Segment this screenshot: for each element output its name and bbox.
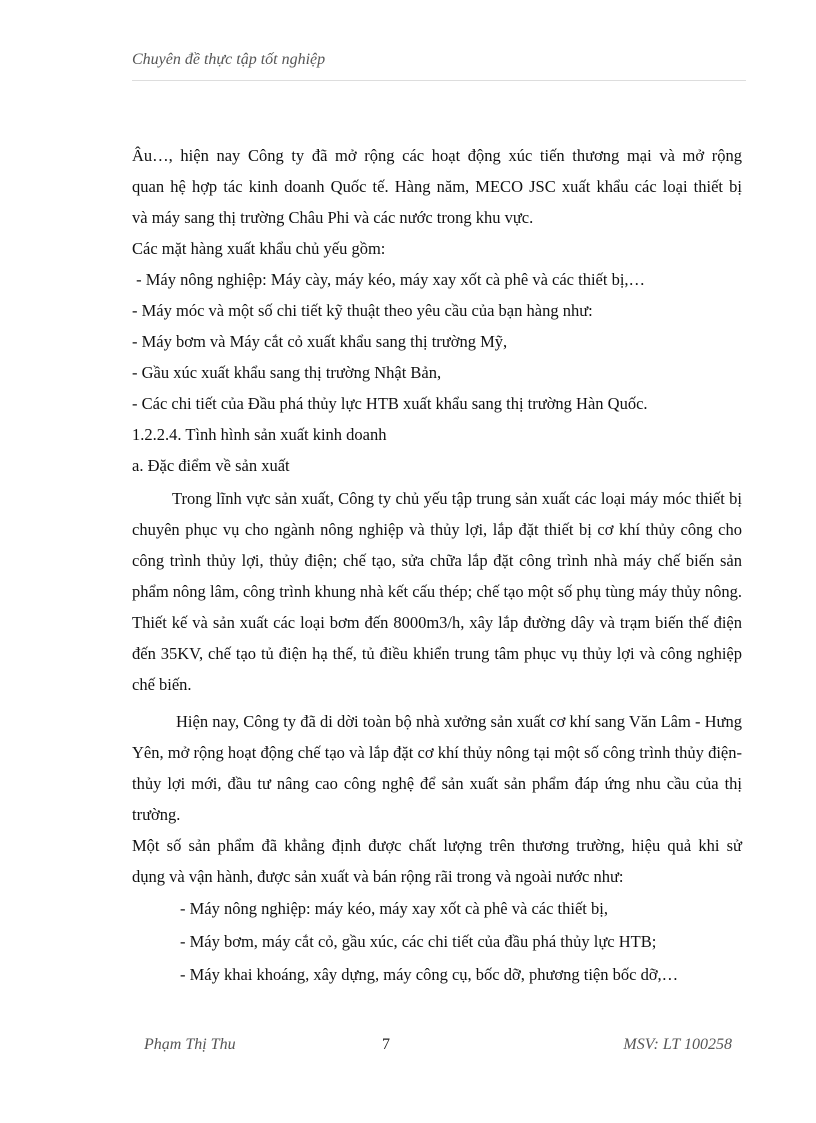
text-line: và máy sang thị trường Châu Phi và các nước trong khu vực. <box>132 208 534 227</box>
list-item: - Gầu xúc xuất khẩu sang thị trường Nhật Bản, <box>132 363 442 382</box>
header-divider <box>132 80 746 81</box>
text-line: Một số sản phẩm đã khẳng định được chất lượng trên thương trường, hiệu quả khi sử <box>132 836 742 855</box>
text-line: chuyên phục vụ cho ngành nông nghiệp và thủy lợi, lắp đặt thiết bị cơ khí thủy công cho <box>132 520 742 539</box>
list-item: - Các chi tiết của Đầu phá thủy lực HTB xuất khẩu sang thị trường Hàn Quốc. <box>132 394 648 413</box>
text-line: trường. <box>132 805 181 824</box>
text-line: Âu…, hiện nay Công ty đã mở rộng các hoạt động xúc tiến thương mại và mở rộng <box>132 146 742 165</box>
paragraph-production <box>132 483 742 700</box>
text-line: công trình thủy lợi, thủy điện; chế tạo, sửa chữa lắp đặt công trình nhà máy chế biến sản <box>132 551 742 570</box>
text-line: thủy lợi mới, đầu tư nâng cao công nghệ để sản xuất sản phẩm đáp ứng nhu cầu của thị <box>132 774 742 793</box>
text-line: phẩm nông lâm, công trình khung nhà kết cấu thép; chế tạo một số phụ tùng máy thủy nông. <box>132 582 742 601</box>
paragraph-products-intro <box>132 830 742 892</box>
section-heading: 1.2.2.4. Tình hình sản xuất kinh doanh <box>132 425 387 444</box>
product-list <box>132 892 742 991</box>
text-line: Yên, mở rộng hoạt động chế tạo và lắp đặt cơ khí thủy nông tại một số công trình thủy điện- <box>132 743 742 762</box>
text-line: Hiện nay, Công ty đã di dời toàn bộ nhà xưởng sản xuất cơ khí sang Văn Lâm - Hưng <box>176 712 742 731</box>
text-line: quan hệ hợp tác kinh doanh Quốc tế. Hàng năm, MECO JSC xuất khẩu các loại thiết bị <box>132 177 742 196</box>
document-body <box>132 140 742 991</box>
paragraph-relocation <box>132 706 742 830</box>
subsection-heading: a. Đặc điểm về sản xuất <box>132 456 290 475</box>
list-item: - Máy bơm và Máy cắt cỏ xuất khẩu sang thị trường Mỹ, <box>132 332 508 351</box>
document-footer <box>132 1036 732 1060</box>
text-line: đến 35KV, chế tạo tủ điện hạ thế, tủ điều khiển trung tâm phục vụ thủy lợi và công nghiệp <box>132 644 742 663</box>
footer-author: Phạm Thị Thu <box>144 1036 236 1053</box>
list-item: - Máy bơm, máy cắt cỏ, gầu xúc, các chi tiết của đầu phá thủy lực HTB; <box>180 932 657 951</box>
document-header-title: Chuyên đề thực tập tốt nghiệp <box>132 51 326 68</box>
footer-student-id: MSV: LT 100258 <box>623 1036 732 1053</box>
text-line: Trong lĩnh vực sản xuất, Công ty chủ yếu tập trung sản xuất các loại máy móc thiết bị <box>172 489 742 508</box>
text-line: chế biến. <box>132 675 192 694</box>
export-list-heading: Các mặt hàng xuất khẩu chủ yếu gồm: <box>132 239 386 258</box>
list-item: - Máy móc và một số chi tiết kỹ thuật theo yêu cầu của bạn hàng như: <box>132 301 593 320</box>
text-line: Thiết kế và sản xuất các loại bơm đến 8000m3/h, xây lắp đường dây và trạm biến thế điện <box>132 613 742 632</box>
paragraph-export-intro <box>132 140 742 233</box>
list-item: - Máy khai khoáng, xây dựng, máy công cụ, bốc dỡ, phương tiện bốc dỡ,… <box>180 965 679 984</box>
list-item: - Máy nông nghiệp: máy kéo, máy xay xốt cà phê và các thiết bị, <box>180 899 608 918</box>
list-item: - Máy nông nghiệp: Máy cày, máy kéo, máy xay xốt cà phê và các thiết bị,… <box>132 270 646 289</box>
export-list <box>132 233 742 419</box>
section-headings <box>132 419 742 481</box>
footer-page-number: 7 <box>382 1036 390 1053</box>
text-line: dụng và vận hành, được sản xuất và bán rộng rãi trong và ngoài nước như: <box>132 867 624 886</box>
